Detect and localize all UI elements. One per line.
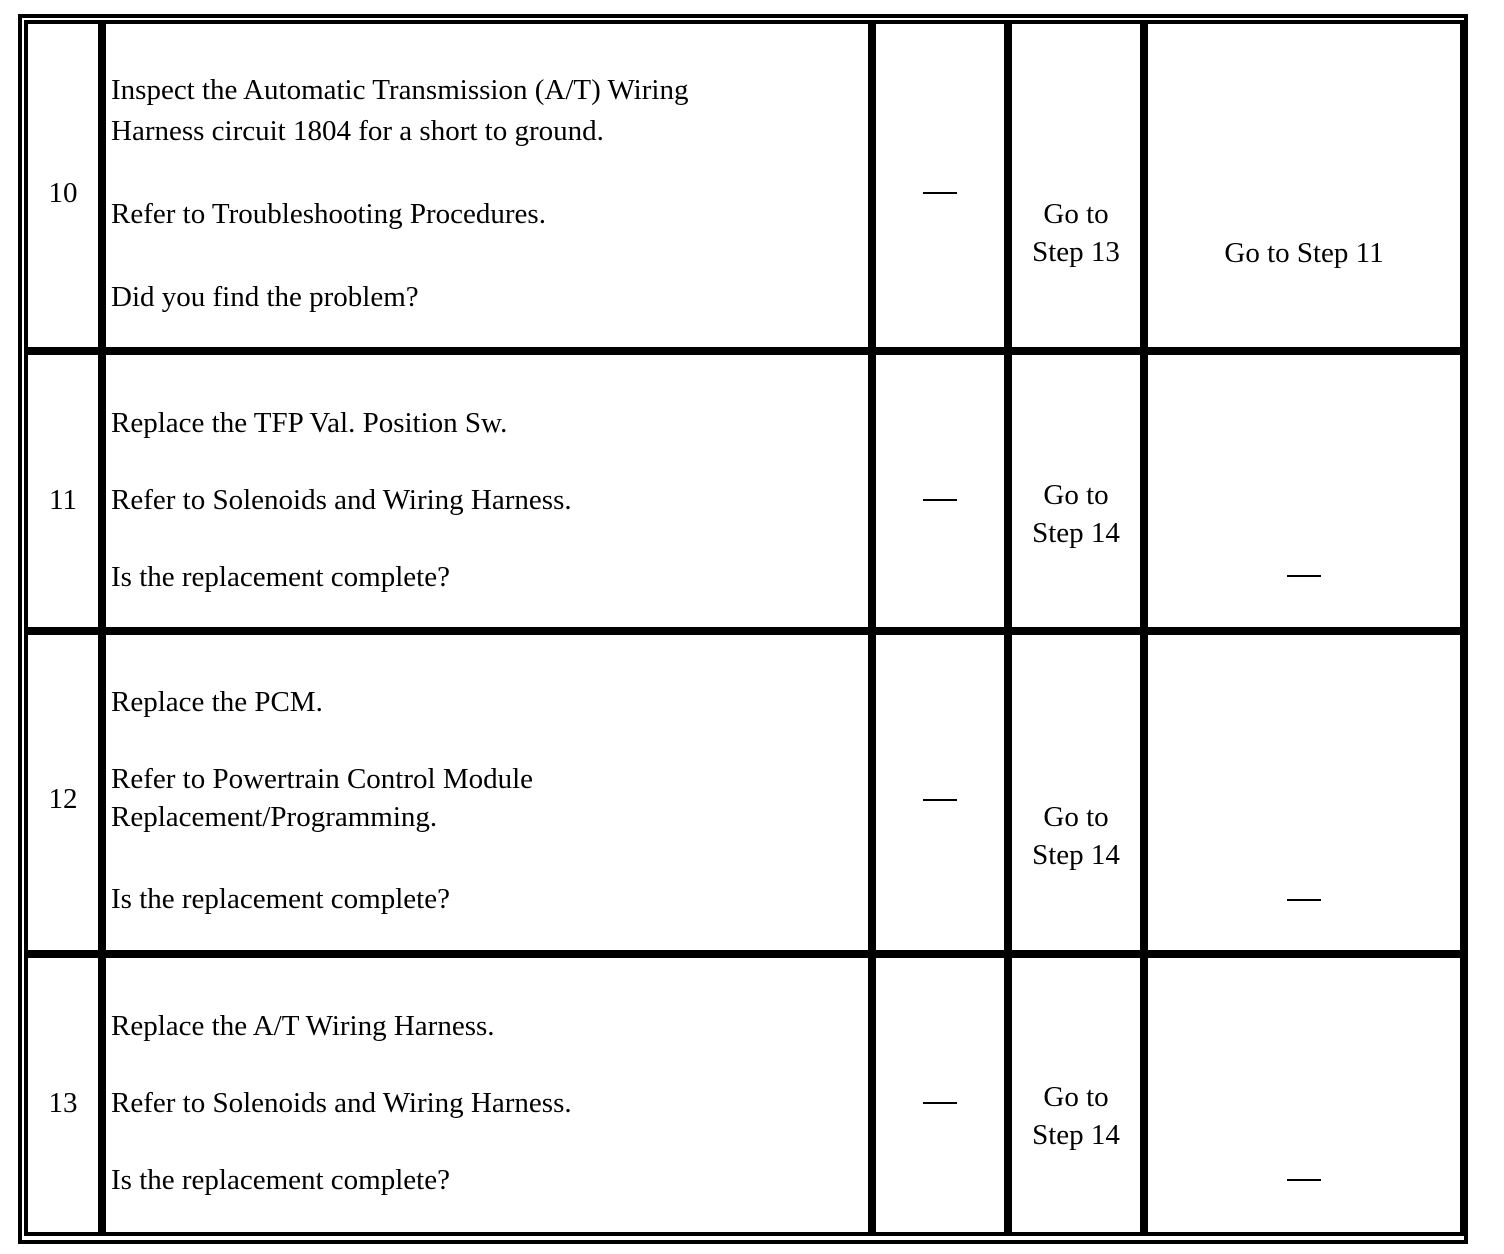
no-dash (1287, 899, 1321, 901)
value-cell (872, 351, 1008, 631)
action-line: Refer to Troubleshooting Procedures. (111, 198, 546, 230)
no-cell (1144, 631, 1464, 954)
step-cell (24, 351, 102, 631)
action-line: Is the replacement complete? (111, 1164, 450, 1196)
action-line: Is the replacement complete? (111, 883, 450, 915)
value-dash (923, 499, 957, 501)
yes-cell (1008, 351, 1144, 631)
action-line: Replace the A/T Wiring Harness. (111, 1010, 495, 1042)
no-cell (1144, 20, 1464, 351)
action-line: Refer to Solenoids and Wiring Harness. (111, 484, 572, 516)
yes-cell (1008, 954, 1144, 1236)
step-number: 10 (48, 177, 78, 209)
value-cell (872, 954, 1008, 1236)
no-dash (1287, 575, 1321, 577)
value-dash (923, 799, 957, 801)
action-line: Inspect the Automatic Transmission (A/T) Wiring (111, 74, 689, 106)
step-cell (24, 631, 102, 954)
yes-cell (1008, 631, 1144, 954)
yes-line: Go to (1043, 1081, 1109, 1113)
action-line: Refer to Powertrain Control Module (111, 763, 534, 795)
yes-line: Go to (1043, 801, 1109, 833)
yes-cell (1008, 20, 1144, 351)
step-number: 12 (48, 783, 78, 815)
action-line: Replace the PCM. (111, 686, 323, 718)
yes-line: Go to (1043, 198, 1109, 230)
yes-action (1012, 1078, 1140, 1154)
no-cell (1144, 351, 1464, 631)
action-line: Refer to Solenoids and Wiring Harness. (111, 1087, 572, 1119)
step-cell (24, 20, 102, 351)
action-line: Replace the TFP Val. Position Sw. (111, 407, 508, 439)
action-cell (102, 351, 872, 631)
value-cell (872, 631, 1008, 954)
yes-action (1012, 798, 1140, 874)
step-number: 11 (49, 484, 77, 516)
step-number: 13 (48, 1087, 78, 1119)
action-cell (102, 20, 872, 351)
action-cell (102, 954, 872, 1236)
yes-line: Step 13 (1032, 236, 1120, 268)
yes-action (1012, 195, 1140, 271)
yes-action (1012, 476, 1140, 552)
value-dash (923, 192, 957, 194)
step-cell (24, 954, 102, 1236)
yes-line: Step 14 (1032, 1119, 1120, 1151)
yes-line: Step 14 (1032, 517, 1120, 549)
no-dash (1287, 1179, 1321, 1181)
action-line: Is the replacement complete? (111, 561, 450, 593)
no-action: Go to Step 11 (1224, 237, 1384, 269)
action-line: Replacement/Programming. (111, 801, 438, 833)
yes-line: Go to (1043, 479, 1109, 511)
yes-line: Step 14 (1032, 839, 1120, 871)
value-cell (872, 20, 1008, 351)
action-line: Harness circuit 1804 for a short to ground. (111, 115, 604, 147)
no-cell (1144, 954, 1464, 1236)
action-line: Did you find the problem? (111, 281, 419, 313)
action-cell (102, 631, 872, 954)
value-dash (923, 1102, 957, 1104)
